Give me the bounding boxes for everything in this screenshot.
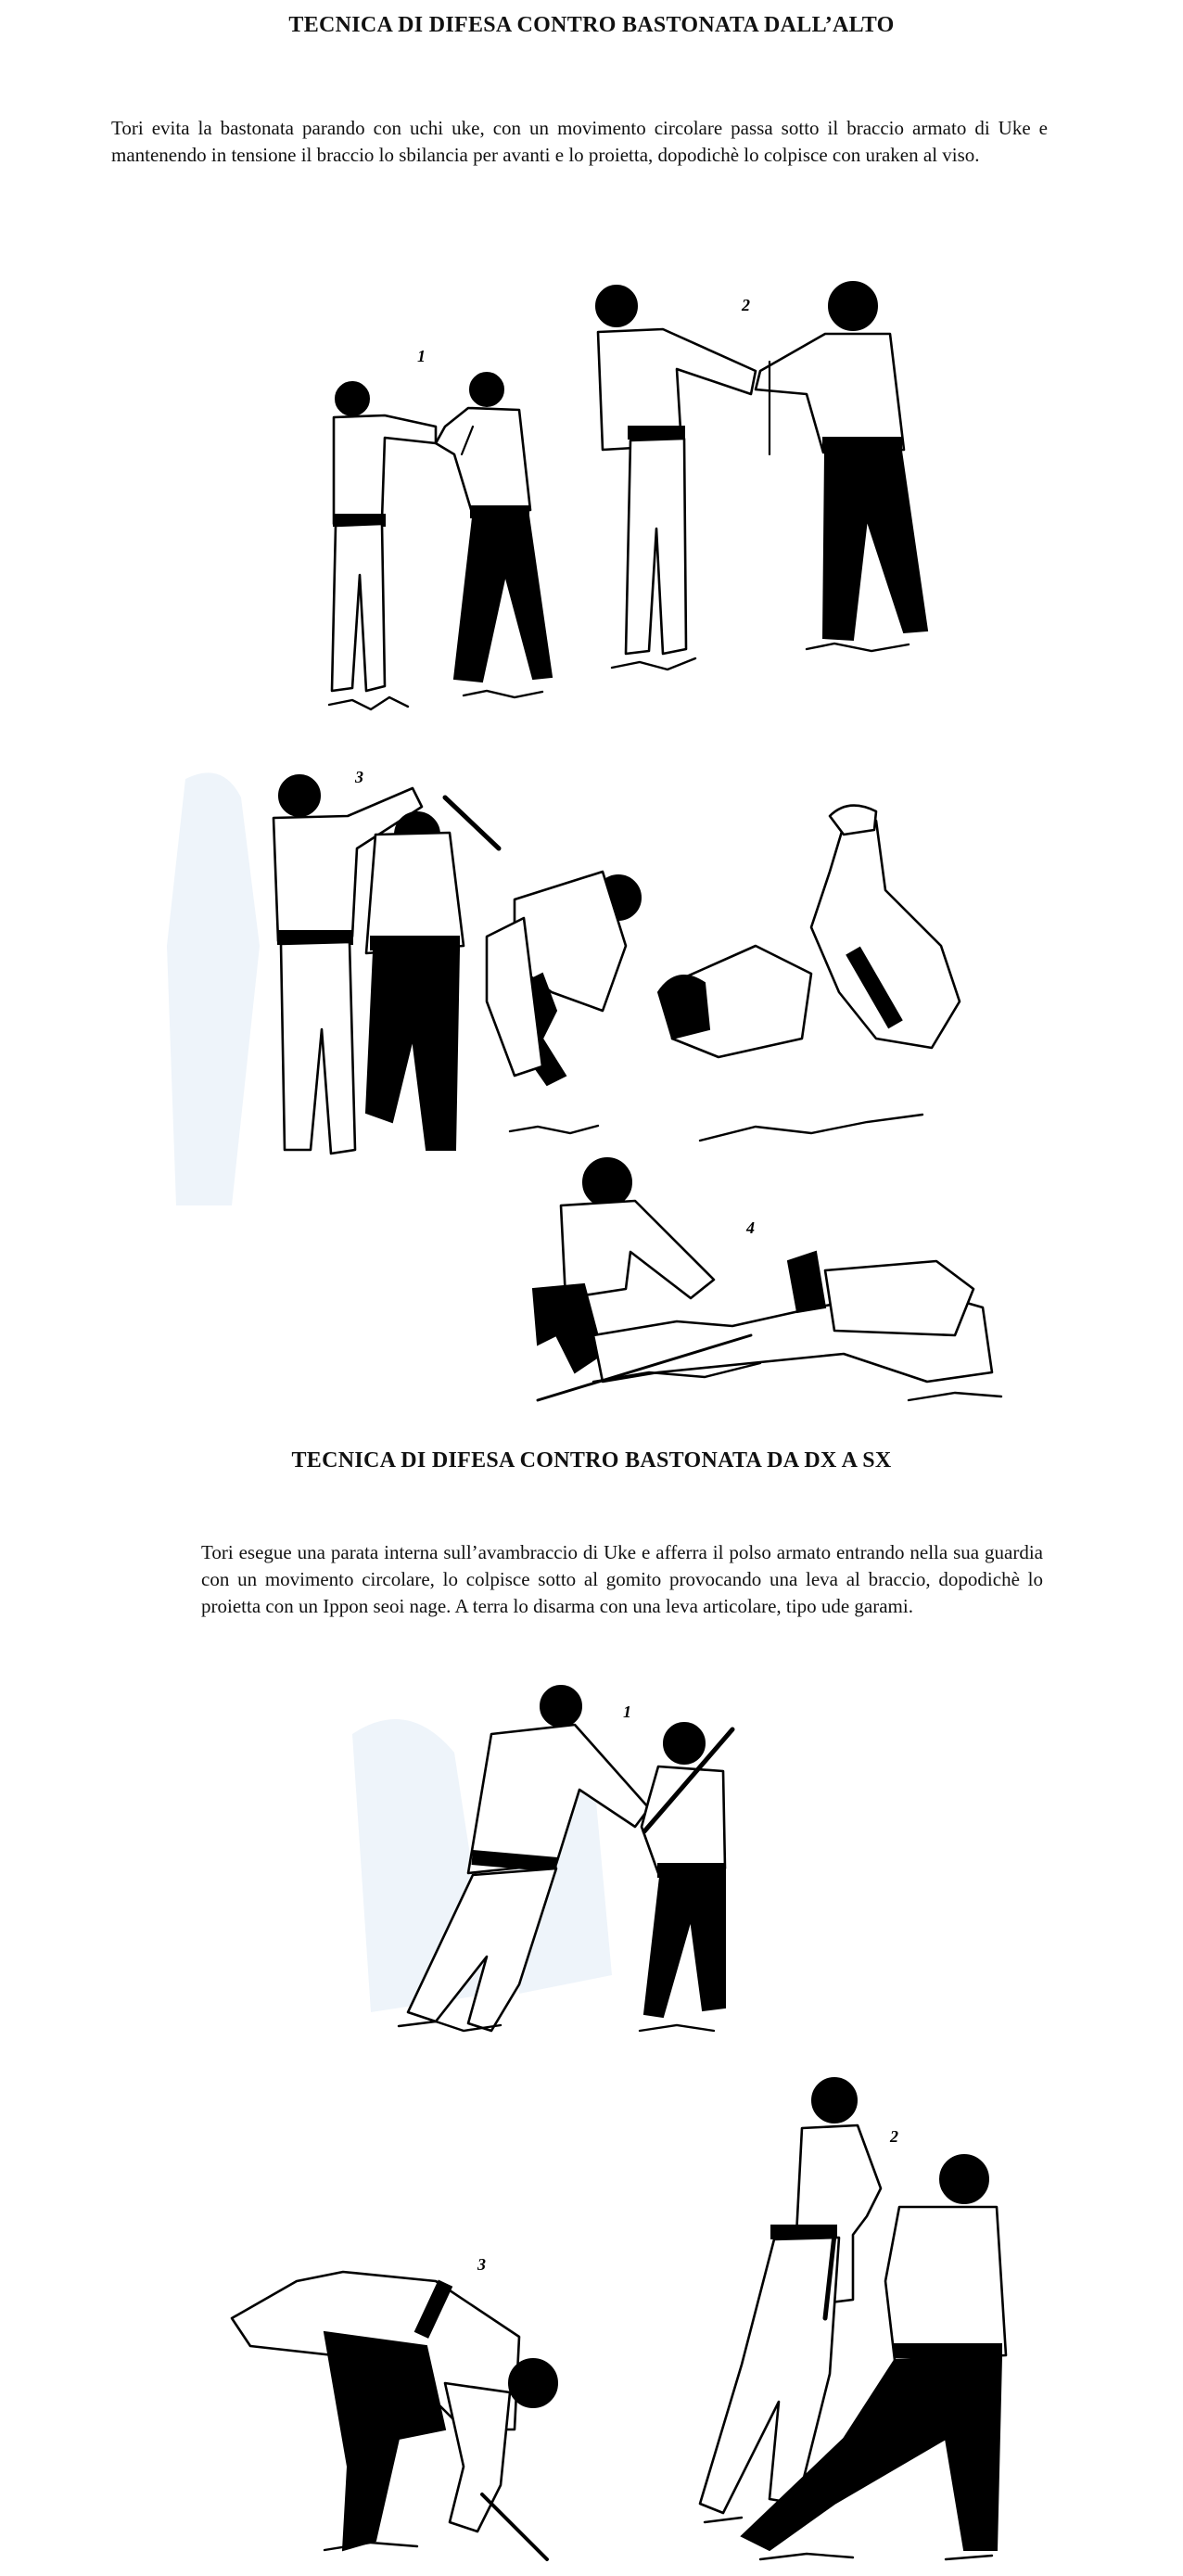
figure-s2-step3 [213, 2244, 640, 2569]
step-number: 2 [890, 2127, 898, 2146]
figure-s2-step1 [380, 1678, 751, 2049]
section1-description: Tori evita la bastonata parando con uchi uke, con un movimento circolare passa sotto il braccio armato di Uke e mantenendo in tensione il braccio lo sbilancia per avanti e lo proietta, dopodichè lo colpisce con uraken al viso. [111, 117, 1048, 166]
step-number: 3 [355, 768, 363, 786]
step-number: 1 [417, 347, 426, 365]
figure-s1-step4 [519, 1150, 1038, 1428]
section2-title: TECNICA DI DIFESA CONTRO BASTONATA DA DX A SX [291, 1448, 892, 1473]
step-number: 1 [623, 1702, 631, 1721]
section2-description: Tori esegue una parata interna sull’avambraccio di Uke e afferra il polso armato entrando nella sua guardia con un movimento circolare, lo colpisce sotto al gomito provocando una leva al braccio, dopodichè lo proietta con un Ippon seoi nage. A terra lo disarma con una leva articolare, tipo ude garami. [201, 1541, 1043, 1617]
figure-s2-step2 [668, 2068, 1038, 2569]
step-number: 3 [477, 2255, 486, 2274]
section1-title: TECNICA DI DIFESA CONTRO BASTONATA DALL’ALTO [288, 13, 895, 37]
step-number: 2 [742, 296, 750, 314]
figure-s1-step1 [297, 334, 575, 723]
step-number: 4 [746, 1218, 755, 1237]
figure-s1-step2 [575, 269, 964, 695]
figure-s1-step3 [236, 760, 1034, 1205]
